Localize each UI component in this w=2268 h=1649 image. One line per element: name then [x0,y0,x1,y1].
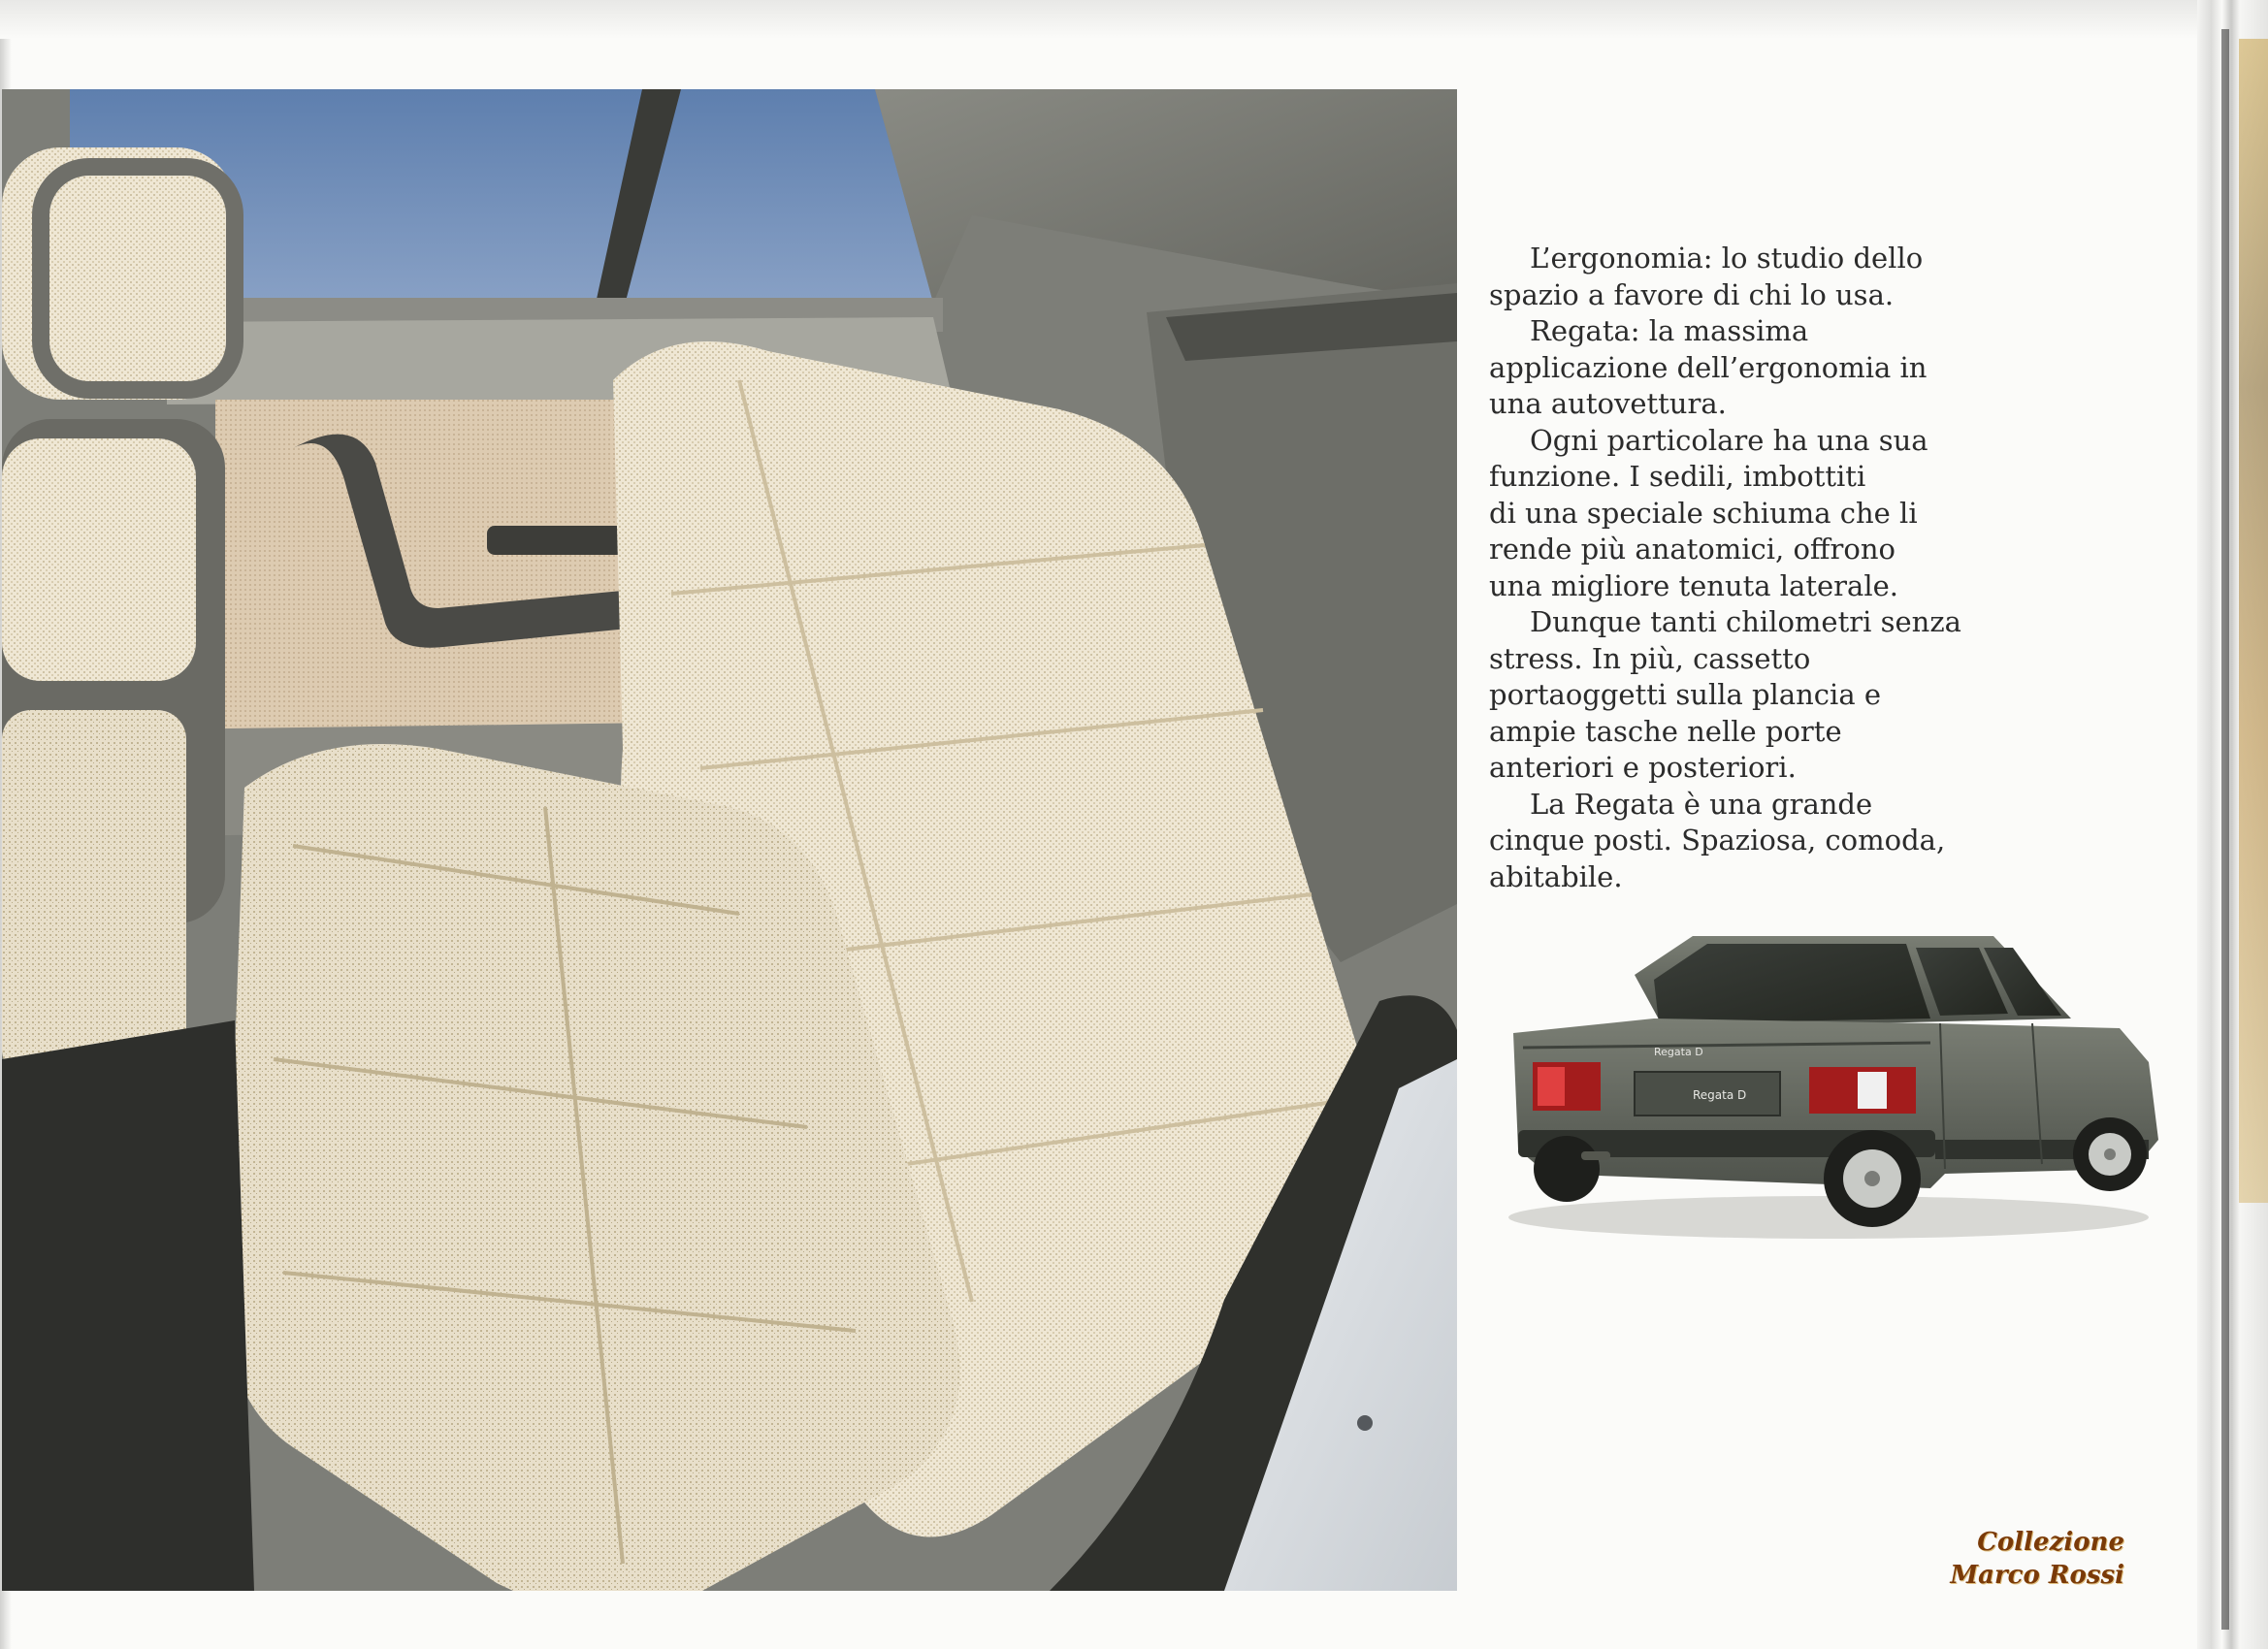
next-page-sliver [2239,39,2268,1203]
paragraph-comfort: Dunque tanti chilometri senza stress. In più, cassetto portaoggetti sulla plancia e ampie tasche nelle porte anteriori e posteriori. [1489,605,1961,784]
car-badge-plate: Regata D [1693,1088,1747,1102]
collection-credit [1901,1526,2124,1592]
paragraph-five-seats: La Regata è una grande cinque posti. Spaziosa, comoda, abitabile. [1489,787,1946,893]
credit-line-1: Collezione [1977,1528,2124,1557]
scan-top-edge [0,0,2268,39]
paragraph-seats: Ogni particolare ha una sua funzione. I sedili, imbottiti di una speciale schiuma che li rende più anatomici, offrono una migliore tenuta laterale. [1489,423,1928,602]
paragraph-ergonomics: L’ergonomia: lo studio dello spazio a favore di chi lo usa. [1489,242,1924,311]
credit-line-2: Marco Rossi [1950,1561,2124,1590]
car-rear-illustration [1489,926,2178,1246]
interior-seat-photo [2,89,1457,1591]
regata-car-picture [1489,926,2178,1246]
car-badge-trunk: Regata D [1654,1046,1703,1058]
paragraph-regata: Regata: la massima applicazione dell’ergonomia in una autovettura. [1489,314,1928,420]
page-stack-shadow [2221,29,2229,1630]
body-copy [1489,241,2032,895]
interior-seat-illustration [2,89,1457,1591]
